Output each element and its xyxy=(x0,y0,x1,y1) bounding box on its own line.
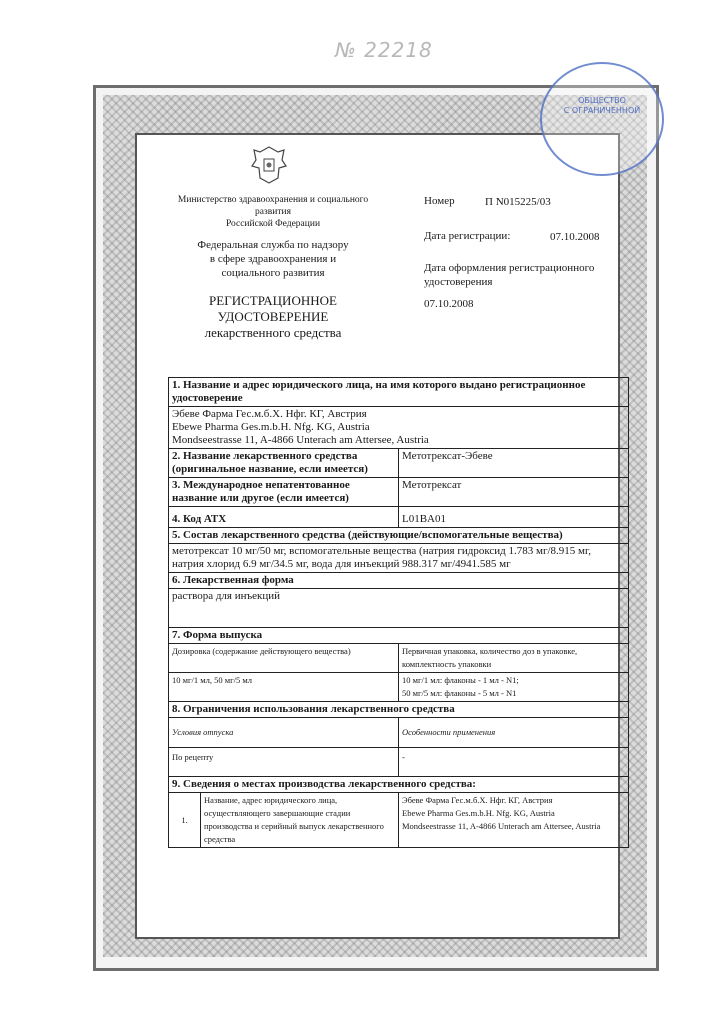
table-row xyxy=(169,589,629,628)
ministry-line: Министерство здравоохранения и социального xyxy=(177,195,369,205)
section-6-title: 6. Лекарственная форма xyxy=(169,573,629,589)
section-1-value xyxy=(169,407,629,449)
section-5-value: метотрексат 10 мг/50 мг, вспомогательные вещества (натрия гидроксид 1.783 мг/8.915 мг, натрия хлорид 6.9 мг/34.5 мг, вода для инъекций 988.317 мг/4941.585 мг xyxy=(169,544,629,573)
issue-date-label-2: удостоверения xyxy=(424,276,493,288)
number-value: П N015225/03 xyxy=(485,196,551,208)
table-row xyxy=(169,544,629,573)
table-row xyxy=(169,478,629,507)
holder-line: Mondseestrasse 11, A-4866 Unterach am Attersee, Austria xyxy=(172,434,429,446)
manufacturer-line: Ebewe Pharma Ges.m.b.H. Nfg. KG, Austria xyxy=(402,808,555,818)
service-name xyxy=(168,238,378,280)
packaging-line: 50 мг/5 мл: флаконы - 5 мл - N1 xyxy=(402,688,517,698)
dispensing-value: По рецепту xyxy=(169,748,399,777)
table-row xyxy=(169,644,629,673)
certificate-table xyxy=(168,377,629,848)
table-row xyxy=(169,407,629,449)
coat-of-arms-emblem-icon xyxy=(248,144,290,186)
reg-date-label: Дата регистрации: xyxy=(424,230,511,242)
certificate-subtitle: лекарственного средства xyxy=(204,325,342,340)
service-line: в сфере здравоохранения и xyxy=(209,253,337,265)
issue-date-value: 07.10.2008 xyxy=(424,298,474,310)
manufacturer-line: Эбеве Фарма Гес.м.б.Х. Нфг. КГ, Австрия xyxy=(402,795,553,805)
table-row xyxy=(169,449,629,478)
table-row xyxy=(169,793,629,848)
table-row xyxy=(169,378,629,407)
section-9-title: 9. Сведения о местах производства лекарственного средства: xyxy=(169,777,629,793)
number-label: Номер xyxy=(424,195,455,207)
section-6-value: раствора для инъекций xyxy=(169,589,629,628)
table-row xyxy=(169,718,629,748)
table-row xyxy=(169,673,629,702)
packaging-header: Первичная упаковка, количество доз в упаковке, комплектность упаковки xyxy=(399,644,629,673)
manufacturer-role-label: Название, адрес юридического лица, осуществляющего завершающие стадии производства и серийный выпуск лекарственного средства xyxy=(201,793,399,848)
ministry-line: развития xyxy=(255,207,291,217)
packaging-value xyxy=(399,673,629,702)
dispensing-header: Условия отпуска xyxy=(169,718,399,748)
manufacturer-row-number: 1. xyxy=(169,793,201,848)
table-row xyxy=(169,777,629,793)
service-line: Федеральная служба по надзору xyxy=(197,239,349,251)
section-3-title: 3. Международное непатентованное название или другое (если имеется) xyxy=(169,478,399,507)
usage-notes-header: Особенности применения xyxy=(399,718,629,748)
manufacturer-line: Mondseestrasse 11, A-4866 Unterach am Attersee, Austria xyxy=(402,821,601,831)
usage-notes-value: - xyxy=(399,748,629,777)
handwritten-number: № 22218 xyxy=(335,38,433,62)
section-7-title: 7. Форма выпуска xyxy=(169,628,629,644)
title-line: УДОСТОВЕРЕНИЕ xyxy=(217,309,329,324)
section-4-value: L01BA01 xyxy=(399,507,629,528)
section-4-title: 4. Код АТХ xyxy=(169,507,399,528)
holder-line: Ebewe Pharma Ges.m.b.H. Nfg. KG, Austria xyxy=(172,421,370,433)
section-3-value: Метотрексат xyxy=(399,478,629,507)
section-2-title: 2. Название лекарственного средства (оригинальное название, если имеется) xyxy=(169,449,399,478)
company-seal-stamp: ОБЩЕСТВО С ОГРАНИЧЕННОЙ xyxy=(540,62,664,176)
dosage-header: Дозировка (содержание действующего вещества) xyxy=(169,644,399,673)
reg-date-value: 07.10.2008 xyxy=(550,231,600,243)
table-row xyxy=(169,507,629,528)
table-row xyxy=(169,573,629,589)
table-row xyxy=(169,702,629,718)
ministry-name xyxy=(168,194,378,230)
table-row xyxy=(169,628,629,644)
ministry-line: Российской Федерации xyxy=(225,219,321,229)
table-row xyxy=(169,748,629,777)
table-row xyxy=(169,528,629,544)
service-line: социального развития xyxy=(221,267,325,279)
manufacturer-value xyxy=(399,793,629,848)
section-1-title: 1. Название и адрес юридического лица, на имя которого выдано регистрационное удостоверение xyxy=(169,378,629,407)
section-2-value: Метотрексат-Эбеве xyxy=(399,449,629,478)
dosage-value: 10 мг/1 мл, 50 мг/5 мл xyxy=(169,673,399,702)
section-8-title: 8. Ограничения использования лекарственного средства xyxy=(169,702,629,718)
section-5-title: 5. Состав лекарственного средства (действующие/вспомогательные вещества) xyxy=(169,528,629,544)
packaging-line: 10 мг/1 мл: флаконы - 1 мл - N1; xyxy=(402,675,519,685)
certificate-title xyxy=(168,293,378,325)
holder-line: Эбеве Фарма Гес.м.б.Х. Нфг. КГ, Австрия xyxy=(172,408,367,420)
title-line: РЕГИСТРАЦИОННОЕ xyxy=(209,293,337,308)
issue-date-label: Дата оформления регистрационного xyxy=(424,262,595,274)
